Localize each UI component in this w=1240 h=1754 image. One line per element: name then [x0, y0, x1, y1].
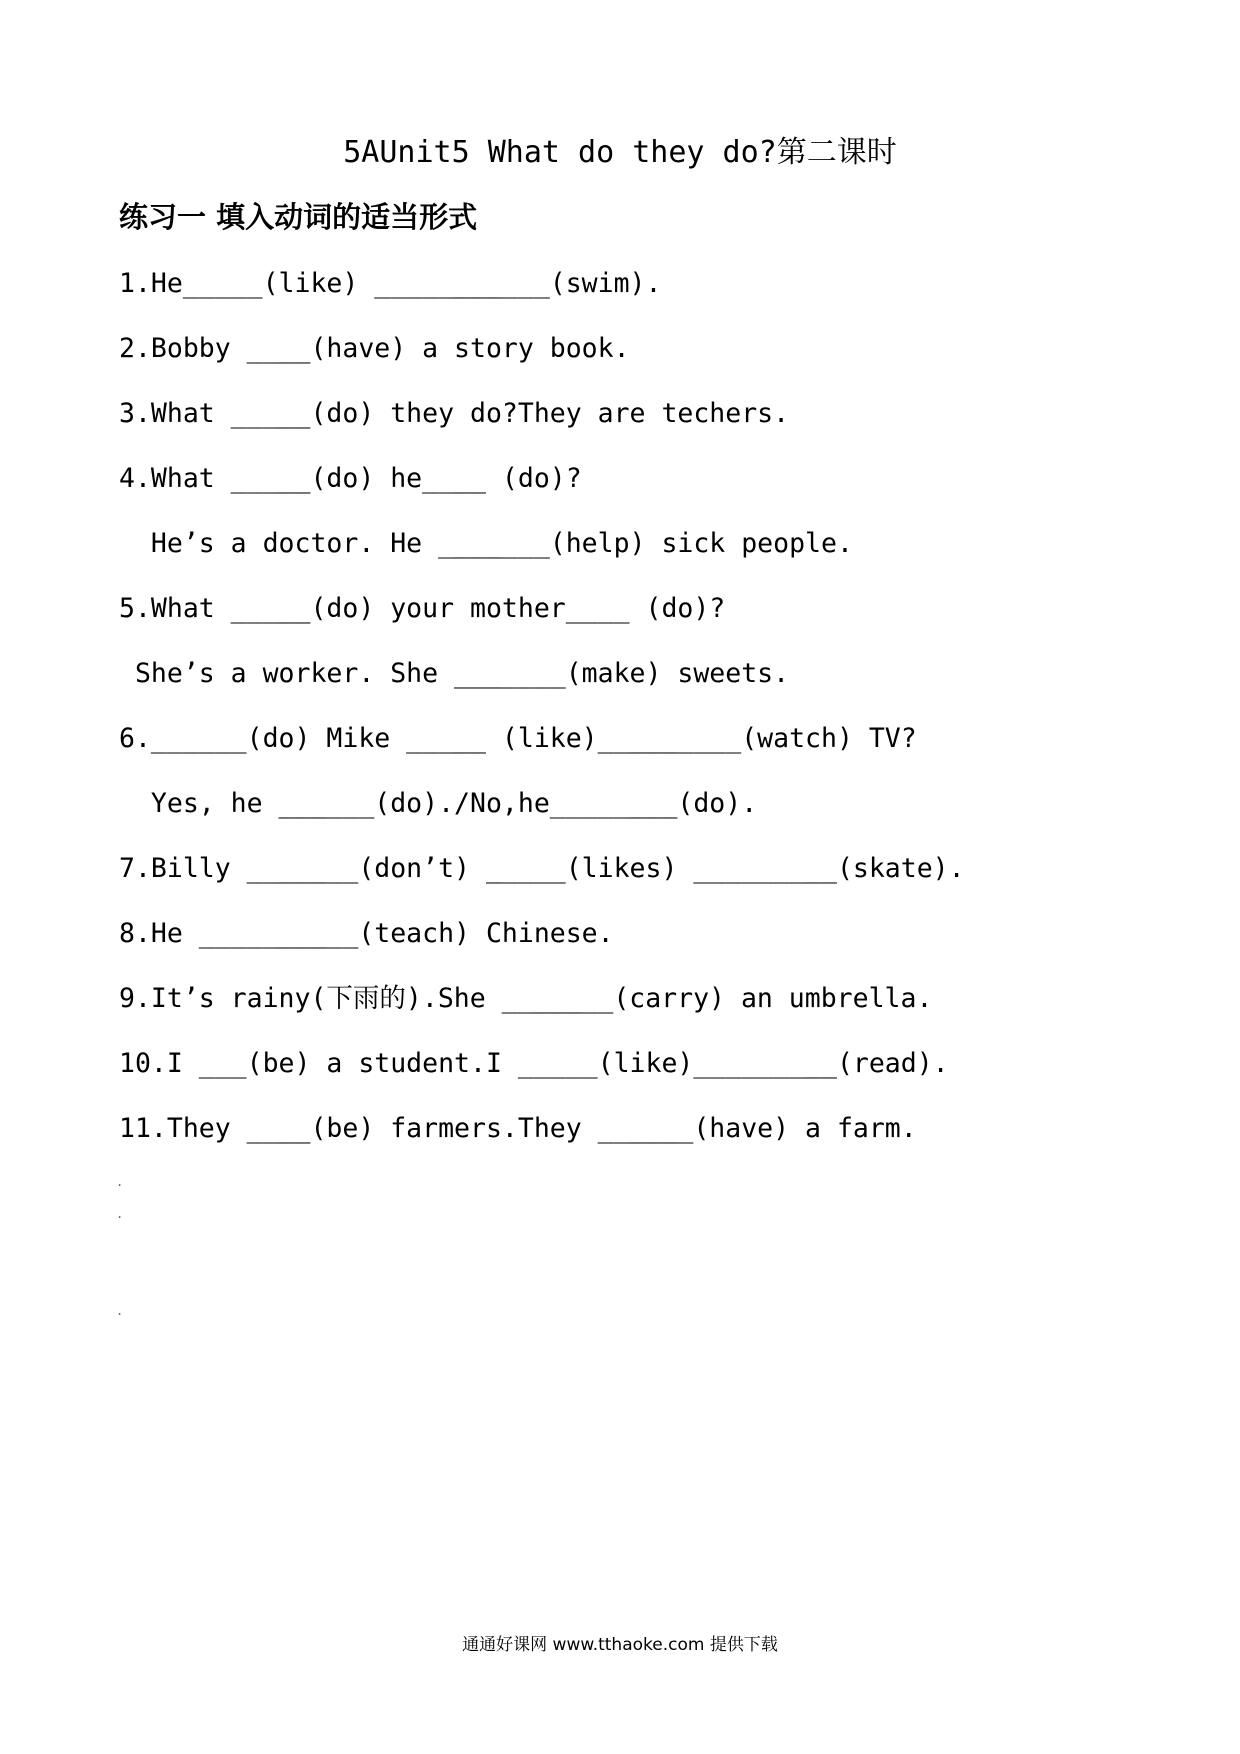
exercise-line-5-answer: She’s a worker. She _______(make) sweets.	[119, 658, 790, 689]
exercise-line-5: 5.What _____(do) your mother____ (do)?	[119, 593, 726, 624]
exercise-line-1: 1.He_____(like) ___________(swim).	[119, 268, 662, 299]
paragraph-mark: .	[116, 1304, 124, 1318]
exercise-line-10: 10.I ___(be) a student.I _____(like)_________(read).	[119, 1048, 949, 1079]
exercise-line-9: 9.It’s rainy(下雨的).She _______(carry) an umbrella.	[119, 983, 933, 1014]
exercise-line-6-answer: Yes, he ______(do)./No,he________(do).	[119, 788, 758, 819]
paragraph-mark: .	[116, 1175, 124, 1189]
exercise-line-7: 7.Billy _______(don’t) _____(likes) _________(skate).	[119, 853, 965, 884]
exercise-line-4: 4.What _____(do) he____ (do)?	[119, 463, 582, 494]
page-footer: 通通好课网 www.tthaoke.com 提供下载	[462, 1635, 778, 1655]
section-heading: 练习一 填入动词的适当形式	[119, 200, 478, 234]
exercise-line-6: 6.______(do) Mike _____ (like)_________(watch) TV?	[119, 723, 917, 754]
exercise-line-2: 2.Bobby ____(have) a story book.	[119, 333, 630, 364]
page-title: 5AUnit5 What do they do?第二课时	[343, 135, 897, 170]
paragraph-mark: .	[116, 1207, 124, 1221]
exercise-line-8: 8.He __________(teach) Chinese.	[119, 918, 614, 949]
exercise-line-4-answer: He’s a doctor. He _______(help) sick people.	[119, 528, 853, 559]
exercise-line-3: 3.What _____(do) they do?They are techers.	[119, 398, 790, 429]
exercise-line-11: 11.They ____(be) farmers.They ______(have) a farm.	[119, 1113, 917, 1144]
